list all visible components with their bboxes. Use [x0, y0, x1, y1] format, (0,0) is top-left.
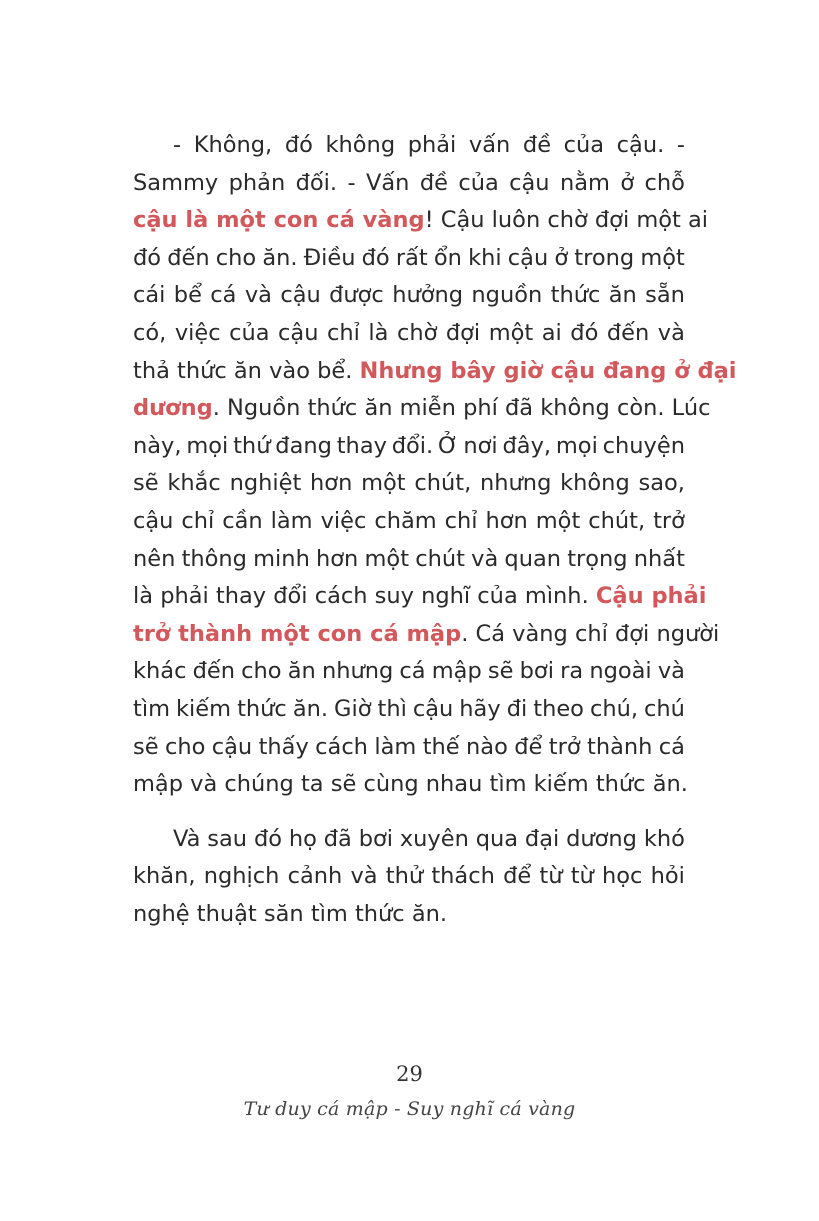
text-line: mập và chúng ta sẽ cùng nhau tìm kiếm thức ăn. [133, 771, 688, 798]
word: thử [385, 863, 424, 890]
word: sao, [638, 470, 685, 497]
word: cậu [509, 169, 550, 196]
word: học [601, 863, 643, 890]
word: một [640, 244, 685, 271]
text-line [133, 202, 709, 240]
word: nằm [559, 169, 610, 196]
word: một [535, 507, 581, 534]
word: dương [566, 825, 637, 852]
word: có, [133, 319, 167, 346]
word: nghịch [203, 863, 280, 890]
word: ăn. [292, 695, 329, 722]
word: qua [475, 825, 519, 852]
word: vấn [468, 132, 511, 158]
text-line [133, 858, 685, 896]
word: trở [548, 733, 581, 760]
text-line [133, 315, 685, 353]
word: đến [167, 244, 210, 271]
word: ở [554, 244, 569, 271]
word: bể [173, 282, 202, 309]
word: cách [315, 733, 368, 760]
word: chút [415, 545, 465, 572]
word: của [563, 132, 605, 158]
word: - [173, 132, 182, 158]
word: họ [288, 825, 317, 852]
word: nghiệt [229, 470, 302, 497]
word: kiếm [176, 695, 232, 722]
word: đi [506, 695, 528, 722]
running-title: Tư duy cá mập - Suy nghĩ cá vàng [243, 1098, 576, 1120]
word: một [488, 319, 534, 346]
text-span: ! Cậu luôn chờ đợi một ai [424, 207, 709, 234]
word: nơi [463, 432, 498, 459]
word: tìm [133, 695, 170, 722]
word: đó [284, 132, 313, 158]
word: và [471, 545, 499, 572]
word: khó [643, 825, 685, 852]
text-span: . Nguồn thức ăn miễn phí đã không còn. Lúc [212, 395, 711, 422]
word: đến [192, 658, 235, 685]
word: chỗ [644, 169, 685, 196]
word: đề [419, 169, 448, 196]
word: cá [210, 282, 237, 309]
word: cá [658, 733, 685, 760]
word: thế [422, 733, 460, 760]
word: ra [560, 658, 584, 685]
word: đó [570, 319, 599, 346]
word: sẵn [645, 282, 685, 309]
word: bơi [519, 658, 554, 685]
highlight-text: dương [133, 395, 213, 422]
word: minh [253, 545, 310, 572]
word: chỉ [181, 507, 215, 534]
highlight-text: cậu là một con cá vàng [133, 207, 425, 234]
word: khăn, [133, 863, 196, 890]
word: sau [207, 825, 248, 852]
word: Và [173, 825, 201, 852]
highlight-text: trở thành một con cá mập [133, 620, 462, 647]
word: cậu [211, 733, 253, 760]
word: đến [606, 319, 650, 346]
word: cậu [280, 282, 321, 309]
word: xuyên [399, 825, 469, 852]
word: từ [539, 863, 563, 890]
word: chỉ [326, 319, 360, 346]
word: từ [570, 863, 594, 890]
word: nào [466, 733, 508, 760]
word: mập [431, 658, 482, 685]
word: khác [133, 658, 187, 685]
word: của [458, 169, 499, 196]
word: chăm [374, 507, 437, 534]
word: để [503, 863, 532, 890]
word: cậu [133, 507, 174, 534]
text-line [133, 127, 685, 165]
text-line [133, 653, 685, 691]
text-line [133, 353, 737, 391]
word: phải [407, 132, 457, 158]
word: đại [524, 825, 560, 852]
word: hơn [316, 545, 359, 572]
highlight-text: Nhưng bây giờ cậu đang ở đại [359, 357, 737, 384]
word: đợi [445, 319, 481, 346]
word: - [347, 169, 356, 196]
word: đang [275, 432, 332, 459]
word: ăn [287, 658, 316, 685]
word: không [560, 470, 630, 497]
word: trọng [567, 545, 628, 572]
word: chút, [414, 470, 472, 497]
word: ai [541, 319, 562, 346]
word: đây, [502, 432, 552, 459]
word: cậu [278, 319, 319, 346]
word: và [657, 319, 685, 346]
word: chút, [588, 507, 646, 534]
word: và [350, 863, 378, 890]
word: nhất [633, 545, 685, 572]
word: thông [181, 545, 247, 572]
word: cậu [507, 244, 549, 271]
word: cho [164, 733, 206, 760]
word: nên [133, 545, 176, 572]
word: để [514, 733, 543, 760]
text-line [133, 428, 685, 466]
word: khắc [167, 470, 221, 497]
text-span: thả thức ăn vào bể. [133, 357, 360, 384]
word: ngoài [589, 658, 652, 685]
paragraph-gap [133, 804, 685, 821]
text-line [133, 465, 685, 503]
word: được [329, 282, 384, 309]
word: nguồn [471, 282, 543, 309]
word: đã [323, 825, 352, 852]
word: và [657, 658, 685, 685]
word: ổn [433, 244, 462, 271]
word: bơi [358, 825, 393, 852]
word: thành [587, 733, 653, 760]
word: đó [361, 244, 390, 271]
word: đề [522, 132, 552, 158]
word: cái [133, 282, 166, 309]
word: đối. [295, 169, 338, 196]
word: hỏi [650, 863, 685, 890]
page-number: 29 [396, 1062, 423, 1086]
word: Không, [193, 132, 273, 158]
text-line [133, 390, 711, 428]
word: Điều [303, 244, 356, 271]
word: ở [620, 169, 635, 196]
text-line [133, 821, 685, 859]
word: chuyện [602, 432, 685, 459]
word: Ở [438, 432, 459, 459]
word: nhưng [321, 658, 394, 685]
word: cần [222, 507, 263, 534]
word: chú, [589, 695, 639, 722]
word: cậu [412, 695, 454, 722]
text-line [133, 616, 720, 654]
word: thách [431, 863, 495, 890]
word: mọi [186, 432, 229, 459]
word: Vấn [365, 169, 410, 196]
word: một [361, 470, 406, 497]
text-line [133, 240, 685, 278]
word: quan [504, 545, 562, 572]
word: ăn [608, 282, 637, 309]
word: làm [374, 733, 417, 760]
word: thức [237, 695, 287, 722]
word: - [676, 132, 685, 158]
word: và [244, 282, 272, 309]
word: cho [215, 244, 257, 271]
word: khi [468, 244, 502, 271]
word: sẽ [133, 470, 159, 497]
word: cậu. [616, 132, 665, 158]
word: thay [336, 432, 387, 459]
word: Sammy [133, 169, 219, 196]
word: hơn [485, 507, 528, 534]
text-line [133, 503, 685, 541]
word: việc [174, 319, 221, 346]
word: thức [550, 282, 601, 309]
text-line [133, 277, 685, 315]
word: mọi [555, 432, 598, 459]
word: của [229, 319, 270, 346]
text-line [133, 578, 707, 616]
word: hơn [310, 470, 353, 497]
word: hưởng [392, 282, 464, 309]
word: thấy [258, 733, 309, 760]
word: trở [653, 507, 685, 534]
word: đổi. [391, 432, 434, 459]
text-line [133, 541, 685, 579]
word: sẽ [487, 658, 514, 685]
word: làm [270, 507, 313, 534]
word: việc [320, 507, 367, 534]
text-line [133, 165, 685, 203]
highlight-text: Cậu phải [595, 583, 707, 610]
word: ăn. [262, 244, 298, 271]
word: cho [241, 658, 282, 685]
word: trong [574, 244, 635, 271]
word: này, [133, 432, 182, 459]
word: một [364, 545, 410, 572]
text-span: . Cá vàng chỉ đợi người [461, 620, 720, 647]
word: thì [377, 695, 407, 722]
word: hãy [459, 695, 501, 722]
word: sẽ [133, 733, 159, 760]
word: thứ [233, 432, 271, 459]
text-line [133, 729, 685, 767]
word: theo [533, 695, 584, 722]
text-line: nghệ thuật săn tìm thức ăn. [133, 900, 448, 927]
word: cảnh [287, 863, 343, 890]
word: nhưng [480, 470, 552, 497]
word: phản [228, 169, 286, 196]
word: Giờ [334, 695, 372, 722]
word: chỉ [444, 507, 478, 534]
word: là [368, 319, 389, 346]
word: không [325, 132, 396, 158]
word: đó [133, 244, 162, 271]
word: chú [644, 695, 685, 722]
body-text [133, 127, 737, 933]
word: cá [399, 658, 426, 685]
word: chờ [396, 319, 438, 346]
text-span: là phải thay đổi cách suy nghĩ của mình. [133, 583, 596, 610]
word: rất [395, 244, 428, 271]
word: đó [253, 825, 282, 852]
text-line [133, 691, 685, 729]
